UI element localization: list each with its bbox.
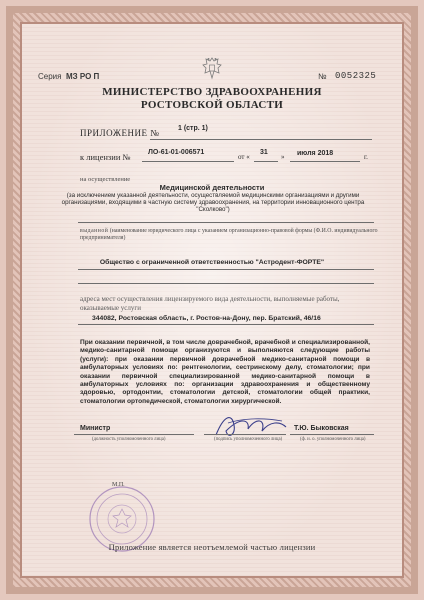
position-underline bbox=[74, 434, 194, 435]
stamp-label: М.П. bbox=[112, 482, 125, 488]
activity-intro: на осуществление bbox=[80, 176, 131, 183]
appendix-underline bbox=[150, 139, 372, 140]
activity-title: Медицинской деятельности bbox=[159, 183, 265, 192]
series-line bbox=[38, 72, 99, 81]
address-underline bbox=[78, 324, 374, 325]
ministry-title bbox=[0, 86, 424, 112]
name-caption: (ф. и. о. уполномоченного лица) bbox=[300, 437, 366, 442]
from-label: от « bbox=[238, 153, 250, 161]
signature-caption: (подпись уполномоченного лица) bbox=[214, 437, 283, 442]
address-label: адреса мест осуществления лицензируемого вида деятельности, выполняемые работы, оказываемые услуги bbox=[80, 295, 340, 312]
appendix-label: ПРИЛОЖЕНИЕ № bbox=[80, 128, 160, 138]
month-underline bbox=[290, 161, 360, 162]
blank-line bbox=[78, 283, 374, 284]
issued-block bbox=[80, 228, 380, 242]
issued-label: выданной bbox=[80, 228, 109, 234]
day-close-quote: » bbox=[281, 153, 285, 161]
address-value: 344082, Ростовская область, г. Ростов-на-Дону, пер. Братский, 46/16 bbox=[92, 315, 321, 322]
organization-underline bbox=[78, 269, 374, 270]
activity-underline bbox=[78, 222, 374, 223]
position-caption: (должность уполномоченного лица) bbox=[92, 437, 166, 442]
name-underline bbox=[290, 434, 374, 435]
series-value: МЗ РО П bbox=[65, 72, 100, 81]
coat-of-arms-icon bbox=[200, 56, 224, 82]
signatory-name: Т.Ю. Быковская bbox=[294, 425, 349, 432]
signature-underline bbox=[204, 434, 286, 435]
form-number: 0052325 bbox=[335, 71, 377, 81]
day-underline bbox=[254, 161, 278, 162]
license-number-underline bbox=[142, 161, 234, 162]
issued-caption: (наименование юридического лица с указанием организационно-правовой формы (Ф.И.О. индивидуального предпринимателя) bbox=[80, 228, 378, 241]
license-month-year: июля 2018 bbox=[297, 150, 334, 157]
series-label: Серия bbox=[38, 72, 62, 81]
activity-description: (за исключением указанной деятельности, осуществляемой медицинскими организациями и другими организациями, входящими в частную систему здравоохранения, на территории инновационного центра "Сколково") bbox=[61, 192, 365, 214]
license-number: ЛО-61-01-006571 bbox=[148, 149, 205, 156]
license-label: к лицензии № bbox=[80, 152, 131, 162]
appendix-number: 1 (стр. 1) bbox=[178, 125, 208, 132]
signatory-position: Министр bbox=[80, 425, 111, 432]
ministry-line-1: МИНИСТЕРСТВО ЗДРАВООХРАНЕНИЯ bbox=[102, 86, 322, 98]
license-day: 31 bbox=[260, 149, 268, 156]
number-label: № bbox=[318, 72, 327, 81]
organization-name: Общество с ограниченной ответственностью "Астродент-ФОРТЕ" bbox=[99, 259, 325, 266]
footer-note: Приложение является неотъемлемой частью лицензии bbox=[108, 542, 316, 552]
services-text: При оказании первичной, в том числе доврачебной, врачебной и специализированной, медико-санитарной помощи организуются и выполняются следующие работы (услуги): при оказании первичной доврачебной медико-санитарной помощи в амбулаторных условиях по: рентгенологии, сестринскому делу, стоматологии; при оказании первичной специализированной медико-санитарной помощи в амбулаторных условиях по: организации здравоохранения и общественному здоровью, ортодонтии, стоматологии детской, стоматологии общей практики, стоматологии ортопедической, стоматологии хирургической. bbox=[80, 339, 370, 405]
ministry-line-2: РОСТОВСКОЙ ОБЛАСТИ bbox=[140, 99, 284, 111]
year-suffix: г. bbox=[364, 153, 368, 161]
